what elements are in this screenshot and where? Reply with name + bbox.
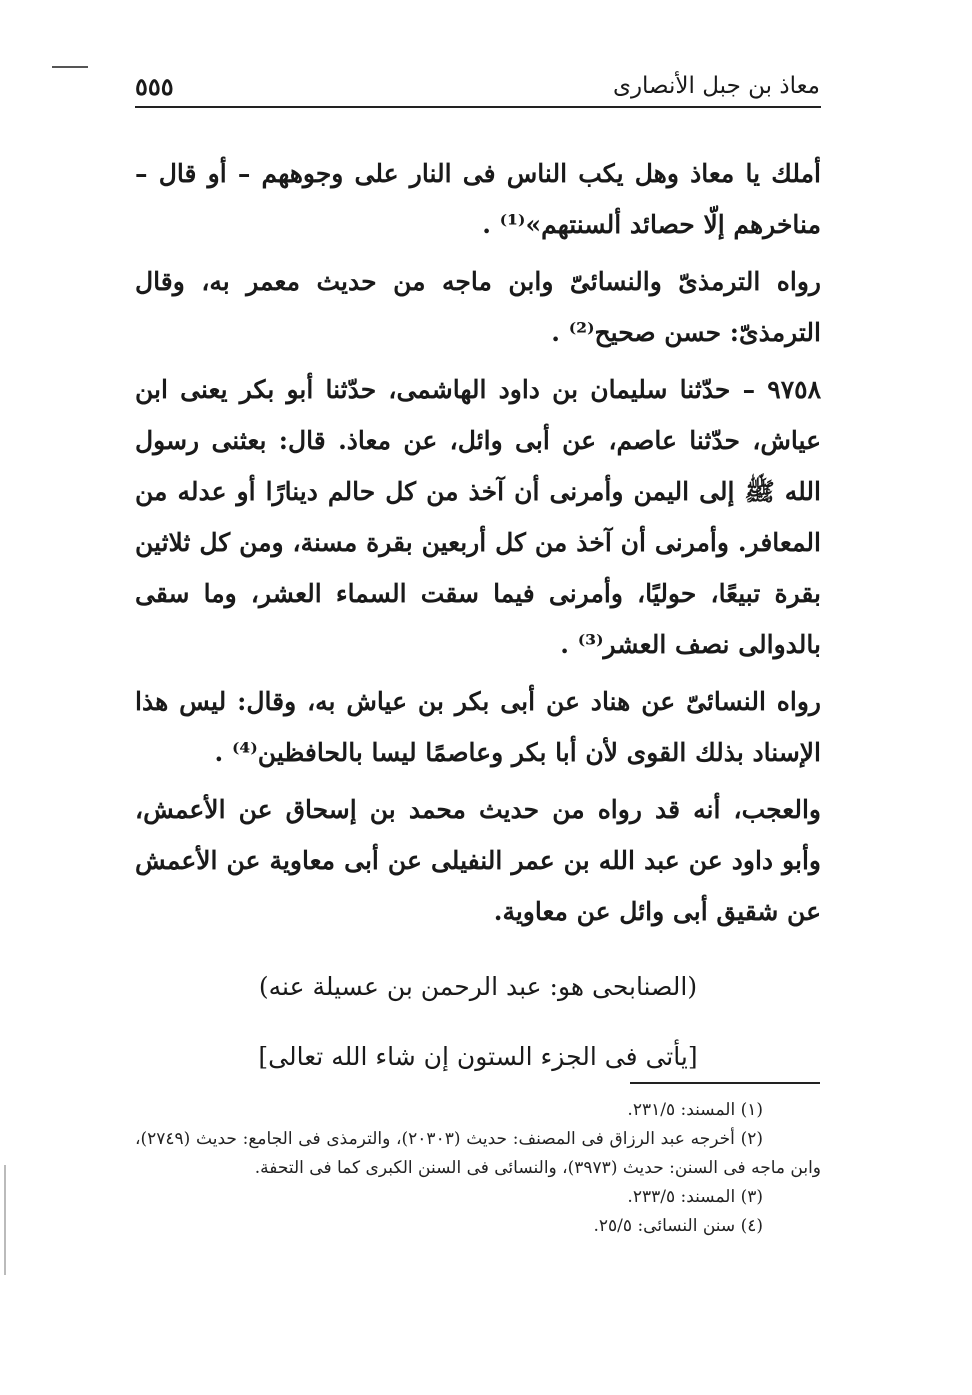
main-text xyxy=(135,148,821,1083)
footnotes xyxy=(135,1096,821,1241)
paragraph-takhrij-2: رواه النسائىّ عن هناد عن أبى بكر بن عياش به، وقال: ليس هذا الإسناد بذلك القوى لأن أبا بكر وعاصمًا ليسا بالحافظين⁽⁴⁾ . xyxy=(135,687,821,767)
paragraph-hadith-9758: ٩٧٥٨ – حدّثنا سليمان بن داود الهاشمى، حدّثنا أبو بكر يعنى ابن عياش، حدّثنا عاصم، عن أبى وائل، عن معاذ. قال: بعثنى رسول الله ﷺ إلى اليمن وأمرنى أن آخذ من كل حالم دينارًا أو عدله من المعافر. وأمرنى أن آخذ من كل أربعين بقرة مسنة، ومن كل ثلاثين بقرة تبيعًا، حوليًا، وأمرنى فيما سقت السماء العشر، وما سقى بالدوالى نصف العشر⁽³⁾ . xyxy=(135,375,821,659)
footnote-2: (٢) أخرجه عبد الرزاق فى المصنف: حديث (٢٠٣٠٣)، والترمذى فى الجامع: حديث (٢٧٤٩)، وابن ماجه فى السنن: حديث (٣٩٧٣)، والنسائى فى السنن الكبرى كما فى التحفة. xyxy=(135,1129,821,1178)
footnote-1: (١) المسند: ٢٣١/٥. xyxy=(627,1100,763,1120)
paragraph-takhrij-1: رواه الترمذىّ والنسائىّ وابن ماجه من حديث معمر به، وقال الترمذىّ: حسن صحيح⁽²⁾ . xyxy=(135,267,821,347)
footnote-3: (٣) المسند: ٢٣٣/٥. xyxy=(627,1187,763,1207)
centered-note: (الصنابحى هو: عبد الرحمن بن عسيلة عنه) xyxy=(258,972,698,1001)
corner-mark xyxy=(52,66,88,68)
paragraph-hadith-ending: أملك يا معاذ وهل يكب الناس فى النار على وجوههم – أو قال – مناخرهم إلّا حصائد ألسنتهم»⁽¹⁾ . xyxy=(135,159,821,239)
scan-margin-line xyxy=(4,1165,6,1275)
running-title: معاذ بن جبل الأنصارى xyxy=(612,73,820,99)
page-number: ٥٥٥ xyxy=(135,71,174,101)
page-header xyxy=(135,68,820,104)
centered-continuation: [يأتى فى الجزء الستون إن شاء الله تعالى] xyxy=(258,1042,698,1071)
header-rule xyxy=(135,106,821,108)
paragraph-remark: والعجب، أنه قد رواه من حديث محمد بن إسحاق عن الأعمش، وأبو داود عن عبد الله بن عمر النفيلى عن أبى معاوية عن الأعمش عن شقيق أبى وائل عن معاوية. xyxy=(135,795,821,926)
footnote-rule xyxy=(630,1082,820,1084)
footnote-4: (٤) سنن النسائى: ٢٥/٥. xyxy=(593,1216,763,1236)
